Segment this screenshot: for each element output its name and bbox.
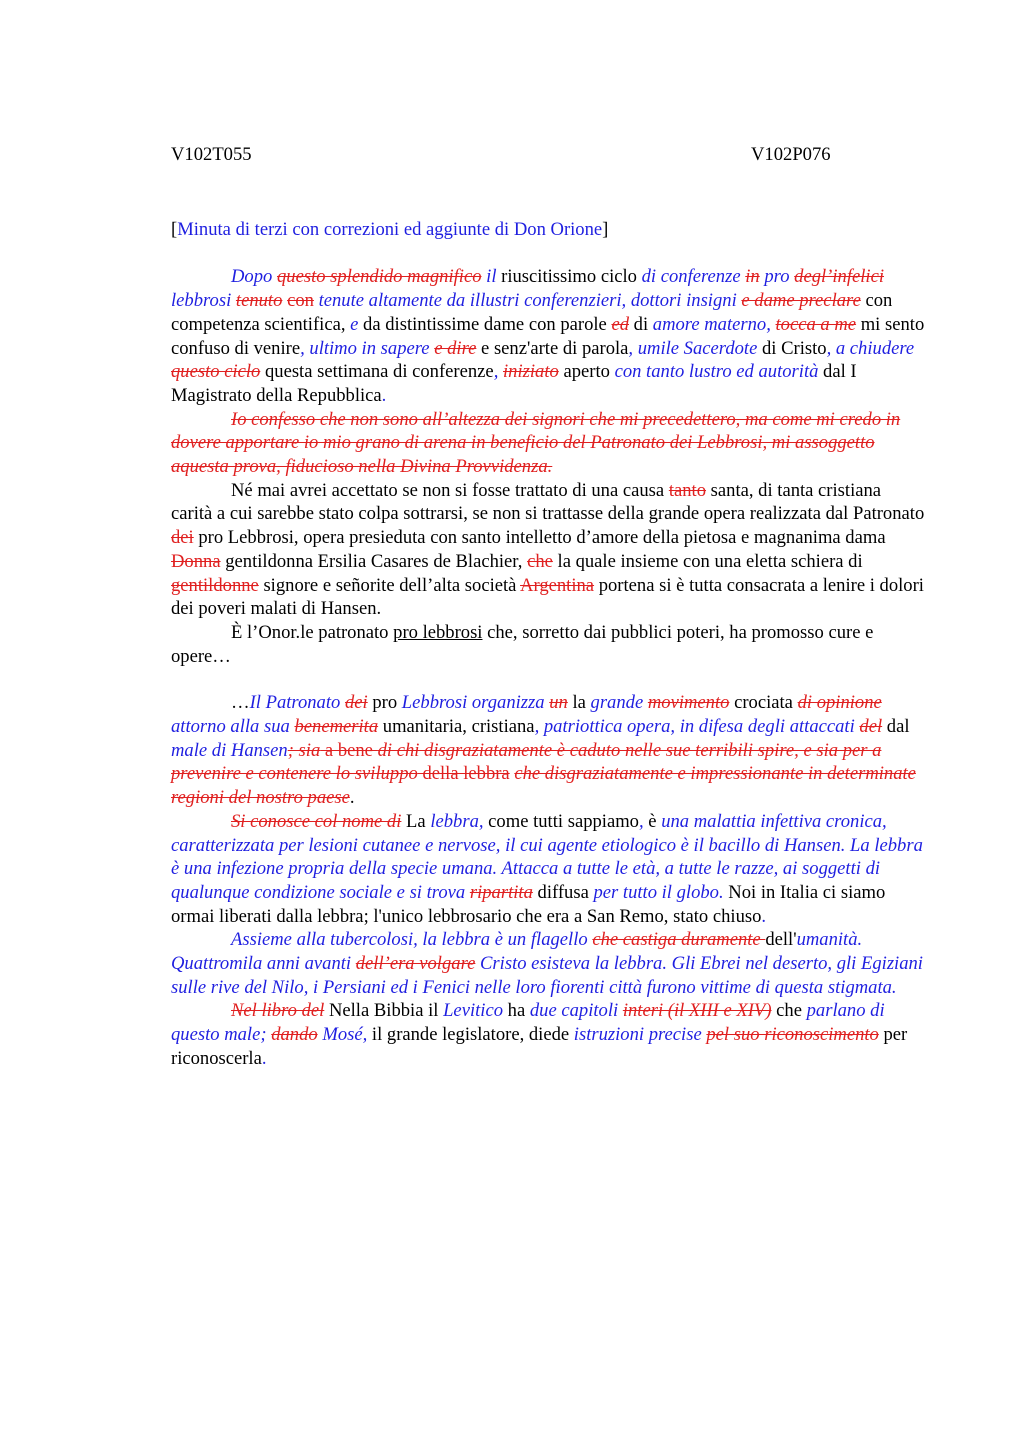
document-code: V102T055	[171, 144, 252, 165]
paragraph	[171, 999, 925, 1070]
deleted-text: ripartita	[469, 881, 533, 903]
deleted-text: iniziato	[503, 361, 559, 383]
note-text: Minuta di terzi con correzioni ed aggiunte di Don Orione	[177, 219, 603, 240]
added-text: istruzioni precise	[573, 1024, 702, 1046]
deleted-text: movimento	[647, 692, 730, 714]
text-run: il grande legislatore, diede	[367, 1024, 574, 1046]
deleted-text: questo splendido magnifico	[276, 266, 482, 288]
deleted-text: del	[859, 716, 883, 738]
text-run: diffusa	[532, 881, 594, 903]
text-run: dal I Magistrato della Repubblica	[171, 361, 857, 406]
deleted-text: tocca a me	[775, 313, 857, 335]
added-text: Dopo	[231, 266, 273, 288]
deleted-text: tenuto	[235, 290, 283, 312]
added-text: lebbra,	[430, 810, 484, 832]
added-text: pro	[764, 266, 790, 288]
added-text: , ultimo in sapere	[300, 337, 430, 359]
added-text: .	[761, 905, 767, 927]
note-open-bracket: [	[171, 219, 178, 240]
text-run: .	[349, 787, 355, 809]
added-text: Levitico	[443, 1000, 503, 1022]
text-run: Nella Bibbia il	[324, 1000, 444, 1022]
deleted-text: dando	[271, 1024, 318, 1046]
text-run: portena si è tutta consacrata a lenire i dolori dei poveri malati di Hansen.	[171, 574, 924, 620]
deleted-text: interi (il XIII e XIV)	[622, 1000, 772, 1022]
added-text: amore materno,	[652, 313, 771, 335]
deleted-text: e dire	[434, 337, 477, 359]
text-run: da distintissime dame con parole	[358, 313, 612, 335]
added-text: , a chiudere	[826, 337, 915, 359]
added-text: due capitoli	[529, 1000, 619, 1022]
added-text: umanità. Quattromila anni avanti	[171, 929, 863, 975]
added-text: lebbrosi	[171, 290, 232, 312]
added-text: ,	[638, 810, 644, 832]
deleted-text: a bene	[320, 739, 378, 761]
text-run: di Cristo	[757, 337, 827, 359]
text-run: che, sorretto dai pubblici poteri, ha promosso cure e opere…	[171, 621, 874, 667]
text-run: dell'	[765, 929, 797, 951]
text-run: Noi in Italia ci siamo ormai liberati dalla lebbra; l'unico lebbrosario che era a San Remo, stato chiuso	[171, 881, 886, 927]
added-text: .	[261, 1047, 267, 1069]
text-run: pro Lebbrosi, opera presieduta con santo intelletto d’amore della pietosa e magnanima dama	[193, 527, 886, 549]
added-text: Il Patronato	[249, 692, 341, 714]
paragraph	[171, 408, 925, 479]
deleted-text: che castiga duramente	[592, 929, 766, 951]
text-section-1	[171, 265, 925, 668]
deleted-text: Si conosce col nome di	[231, 810, 402, 832]
deleted-text: Nel libro del	[231, 1000, 325, 1022]
text-run: riuscitissimo ciclo	[496, 266, 642, 288]
added-text: pro lebbrosi	[393, 621, 483, 643]
document-header	[171, 143, 925, 167]
text-run: ha	[503, 1000, 530, 1022]
deleted-text: ed	[611, 313, 629, 335]
deleted-text: dell’era volgare	[355, 953, 476, 975]
deleted-text: Argentina	[520, 574, 595, 596]
deleted-text: e dame preclare	[741, 290, 861, 312]
paragraph	[171, 928, 925, 999]
added-text: Lebbrosi organizza	[401, 692, 545, 714]
added-text: Cristo esisteva la lebbra. Gli Ebrei nel deserto, gli Egiziani sulle rive del Nilo, i Persiani ed i Fenici nelle loro fiorenti città furono vittime di questa stigmata.	[171, 953, 923, 998]
editorial-note	[171, 218, 925, 242]
text-run: gentildonna Ersilia Casares de Blachier,	[220, 550, 528, 572]
added-text: grande	[590, 692, 644, 714]
deleted-text: degl’infelici	[794, 266, 885, 288]
text-run: questa settimana di conferenze	[260, 361, 494, 383]
added-text: una malattia infettiva cronica, caratterizzata per lesioni cutanee e nervose, il cui agente etiologico è il bacillo di Hansen. La lebbra è una infezione propria della specie umana. Attacca a tutte le età, a tutte le razze, ai soggetti di qualunque condizione sociale e si trova	[171, 810, 923, 903]
deleted-text: con	[287, 290, 314, 312]
deleted-text: dei	[171, 527, 194, 549]
added-text: con tanto lustro ed autorità	[614, 361, 819, 383]
deleted-text: dei	[344, 692, 368, 714]
text-run: come tutti sappiamo	[483, 810, 639, 832]
text-run: con competenza scientifica,	[171, 290, 893, 335]
deleted-text: tanto	[668, 479, 707, 501]
text-section-2	[171, 691, 925, 1070]
paragraph	[171, 621, 925, 668]
text-run: pro	[367, 692, 402, 714]
deleted-text: un	[549, 692, 568, 714]
deleted-text: ; sia	[287, 739, 321, 761]
text-run: La	[401, 810, 431, 832]
text-run: che	[771, 1000, 807, 1022]
paragraph	[171, 265, 925, 407]
added-text: , patriottica opera, in difesa degli attaccati	[534, 716, 855, 738]
paragraph	[171, 691, 925, 810]
page-code: V102P076	[751, 144, 831, 165]
added-text: ,	[493, 361, 499, 383]
deleted-text: questo ciclo	[171, 361, 261, 383]
deleted-text: di opinione	[797, 692, 882, 714]
text-run: la quale insieme con una eletta schiera di	[552, 550, 863, 572]
added-text: male di Hansen	[171, 739, 288, 761]
text-run: di	[629, 313, 653, 335]
added-text: di conferenze	[641, 266, 741, 288]
text-run: …	[231, 692, 250, 714]
paragraph	[171, 479, 925, 621]
text-run: santa, di tanta cristiana carità a cui sarebbe stato colpa sottrarsi, se non si trattasse della grande opera realizzata dal Patronato	[171, 479, 925, 525]
text-run: signore e señorite dell’alta società	[258, 574, 521, 596]
deleted-text: benemerita	[294, 716, 379, 738]
text-run: aperto	[558, 361, 615, 383]
added-text: per tutto il globo.	[593, 881, 724, 903]
text-run: per riconoscerla	[171, 1024, 908, 1069]
paragraph	[171, 810, 925, 929]
deleted-text: Io confesso che non sono all’altezza dei signori che mi precedettero, ma come mi credo in dovere apportare io mio grano di arena in beneficio del Patronato dei Lebbrosi, mi assoggetto aquesta prova, fiducioso nella Divina Provvidenza.	[171, 408, 901, 478]
added-text: .	[381, 384, 387, 406]
text-run: mi sento confuso di venire	[171, 313, 925, 359]
deleted-text: Donna	[171, 550, 221, 572]
text-run: crociata	[729, 692, 798, 714]
added-text: e	[350, 313, 359, 335]
deleted-text: di chi disgraziatamente è caduto nelle sue terribili spire, e sia per a prevenire e contenere lo sviluppo	[171, 739, 882, 785]
deleted-text: della lebbra	[417, 763, 510, 785]
added-text: tenute altamente da illustri conferenzieri, dottori insigni	[318, 290, 737, 312]
text-run: e senz'arte di parola	[476, 337, 629, 359]
note-close-bracket: ]	[602, 219, 609, 240]
deleted-text: gentildonne	[171, 574, 259, 596]
added-text: Assieme alla tubercolosi, la lebbra è un flagello	[231, 929, 588, 951]
deleted-text: pel suo riconoscimento	[706, 1024, 879, 1046]
text-run: la	[567, 692, 591, 714]
added-text: , umile Sacerdote	[628, 337, 758, 359]
text-run: È l’Onor.le patronato	[231, 621, 394, 643]
added-text: il	[486, 266, 497, 288]
text-run: umanitaria, cristiana	[378, 716, 535, 738]
text-run: Né mai avrei accettato se non si fosse trattato di una causa	[231, 479, 669, 501]
added-text: parlano di questo male;	[171, 1000, 885, 1046]
document-page	[171, 143, 925, 1071]
deleted-text: che	[527, 550, 553, 572]
added-text: Mosé,	[322, 1024, 368, 1046]
deleted-text: che disgraziatamente e impressionante in determinate regioni del nostro paese	[171, 763, 916, 809]
text-run: dal	[882, 716, 910, 738]
text-run: è	[643, 810, 662, 832]
deleted-text: in	[745, 266, 760, 288]
added-text: attorno alla sua	[171, 716, 290, 738]
